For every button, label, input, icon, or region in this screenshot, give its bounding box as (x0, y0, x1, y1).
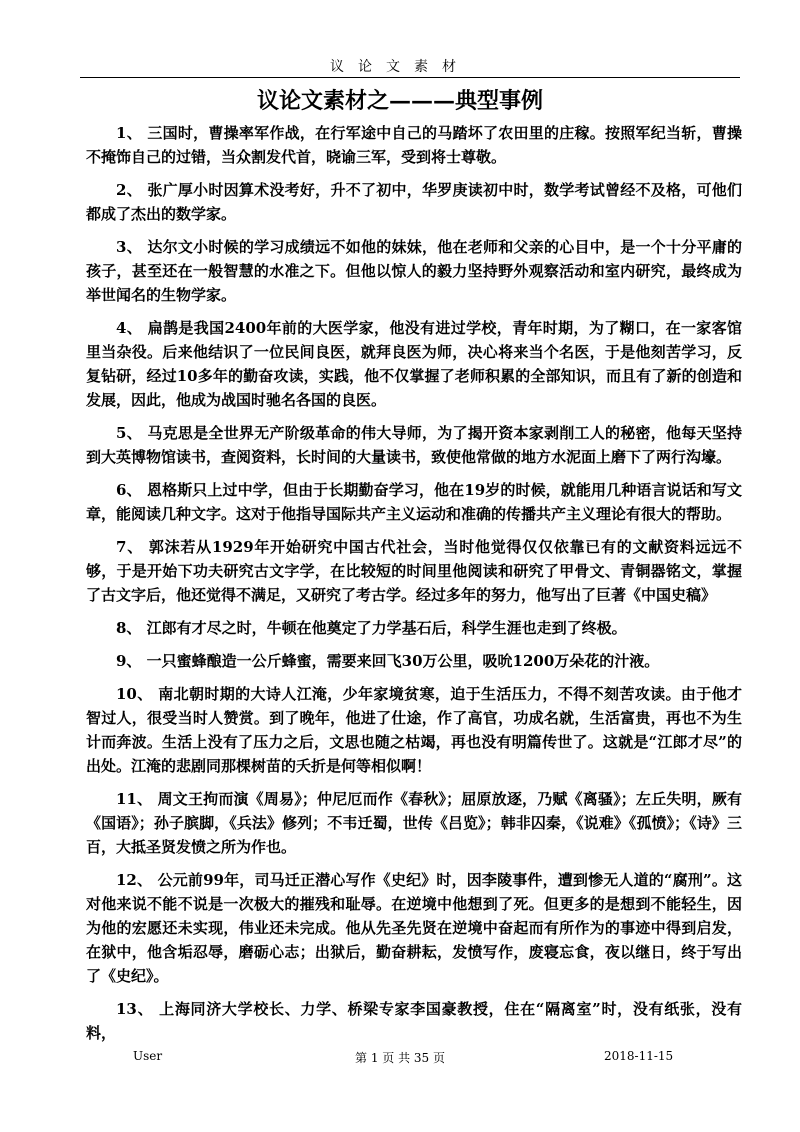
paragraph-10: 10、 南北朝时期的大诗人江淹，少年家境贫寒，迫于生活压力，不得不刻苦攻读。由于他才智过人，很受当时人赞赏。到了晚年，他进了仕途，作了高官，功成名就，生活富贵，再也不为生计而奔波。生活上没有了压力之后，文思也随之枯竭，再也没有明篇传世了。这就是“江郎才尽”的出处。江淹的悲剧同那棵树苗的夭折是何等相似啊！ (86, 685, 742, 775)
footer-page-number: 第 1 页 共 35 页 (355, 1051, 445, 1065)
paragraph-12: 12、 公元前99年，司马迁正潜心写作《史纪》时，因李陵事件，遭到惨无人道的“腐刑”。这对他来说不能不说是一次极大的摧残和耻辱。在逆境中他想到了死。但更多的是想到不能轻生，因为他的宏愿还未实现，伟业还未完成。他从先圣先贤在逆境中奋起而有所作为的事迹中得到启发，在狱中，他含垢忍辱，磨砺心志；出狱后，勤奋耕耘，发愤写作，废寝忘食，夜以继日，终于写出了《史纪》。 (86, 871, 742, 985)
paragraph-9: 9、 一只蜜蜂酿造一公斤蜂蜜，需要来回飞30万公里，吸吮1200万朵花的汁液。 (116, 652, 660, 670)
footer-author: User (133, 1049, 163, 1063)
paragraph-8: 8、 江郎有才尽之时，牛顿在他奠定了力学基石后，科学生涯也走到了终极。 (116, 619, 627, 637)
paragraph-4: 4、 扁鹊是我国2400年前的大医学家，他没有进过学校，青年时期，为了糊口，在一家客馆里当杂役。后来他结识了一位民间良医，就拜良医为师，决心将来当个名医，于是他刻苦学习，反复钻研，经过10多年的勤奋攻读，实践，他不仅掌握了老师积累的全部知识，而且有了新的创造和发展，因此，他成为战国时驰名各国的良医。 (86, 319, 742, 409)
paragraph-7: 7、 郭沫若从1929年开始研究中国古代社会，当时他觉得仅仅依靠已有的文献资料远远不够，于是开始下功夫研究古文字学，在比较短的时间里他阅读和研究了甲骨文、青铜器铭文，掌握了古文字后，他还觉得不满足，又研究了考古学。经过多年的努力，他写出了巨著《中国史稿》 (86, 538, 742, 604)
header-divider (80, 77, 740, 78)
footer-date: 2018-11-15 (604, 1049, 674, 1063)
paragraph-1: 1、 三国时，曹操率军作战，在行军途中自己的马踏坏了农田里的庄稼。按照军纪当斩，曹操不掩饰自己的过错，当众割发代首，晓谕三军，受到将士尊敬。 (86, 124, 742, 166)
running-header: 议论文素材 (330, 59, 470, 75)
paragraph-5: 5、 马克思是全世界无产阶级革命的伟大导师，为了揭开资本家剥削工人的秘密，他每天坚持到大英博物馆读书，查阅资料，长时间的大量读书，致使他常做的地方水泥面上磨下了两行沟壕。 (86, 424, 742, 466)
paragraph-2: 2、 张广厚小时因算术没考好，升不了初中，华罗庚读初中时，数学考试曾经不及格，可他们都成了杰出的数学家。 (86, 181, 742, 223)
page-footer (0, 1049, 800, 1069)
paragraph-6: 6、 恩格斯只上过中学，但由于长期勤奋学习，他在19岁的时候，就能用几种语言说话和写文章，能阅读几种文字。这对于他指导国际共产主义运动和准确的传播共产主义理论有很大的帮助。 (86, 481, 742, 523)
paragraph-11: 11、 周文王拘而演《周易》；仲尼厄而作《春秋》；屈原放逐，乃赋《离骚》；左丘失明，厥有《国语》；孙子膑脚，《兵法》修列；不韦迁蜀，世传《吕览》；韩非囚秦，《说难》《孤愤》；《诗》三百，大抵圣贤发愤之所为作也。 (86, 790, 742, 856)
page-title: 议论文素材之———典型事例 (256, 88, 543, 114)
document-body (86, 121, 742, 1054)
paragraph-3: 3、 达尔文小时候的学习成绩远不如他的妹妹，他在老师和父亲的心目中，是一个十分平庸的孩子，甚至还在一般智慧的水准之下。但他以惊人的毅力坚持野外观察活动和室内研究，最终成为举世闻名的生物学家。 (86, 238, 742, 304)
paragraph-13: 13、 上海同济大学校长、力学、桥梁专家李国豪教授，住在“隔离室”时，没有纸张，没有料， (86, 1000, 742, 1042)
